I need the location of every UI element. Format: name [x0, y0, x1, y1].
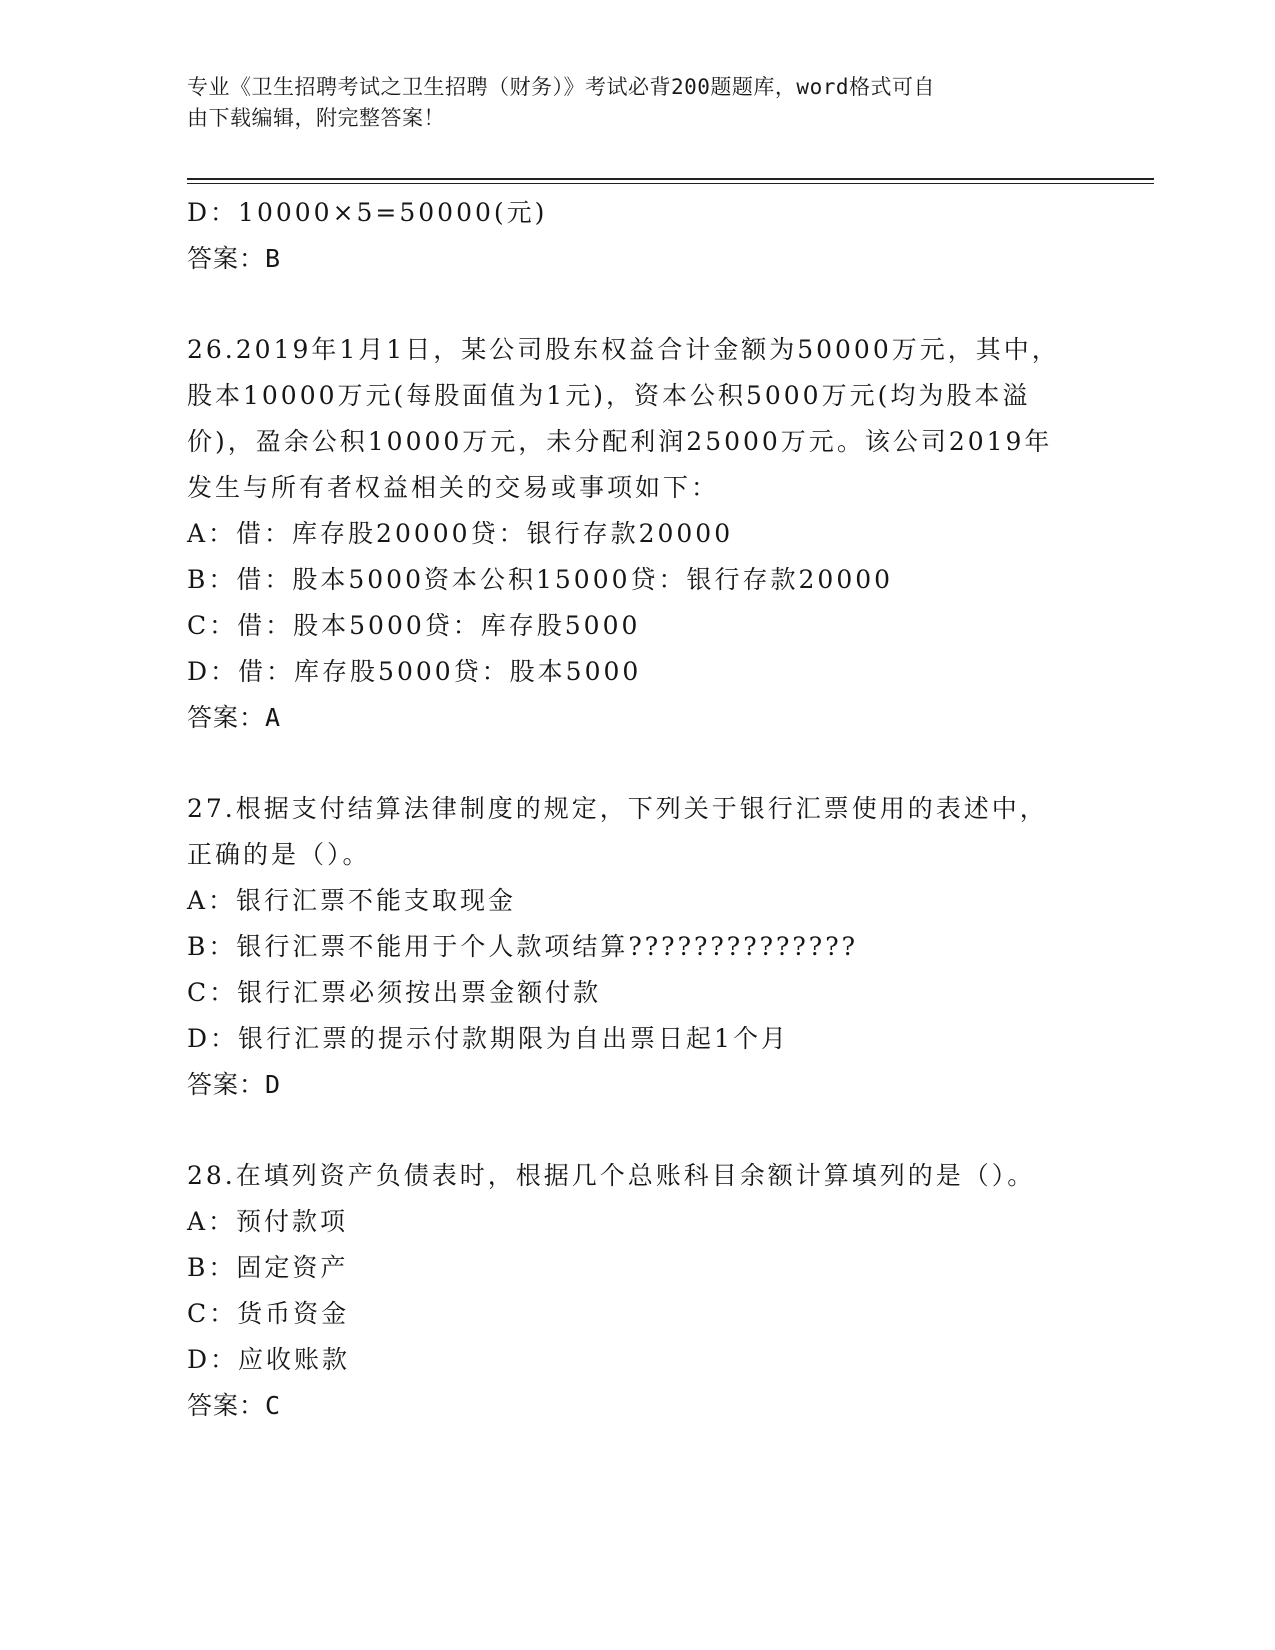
q28-answer: 答案：C [187, 1391, 282, 1420]
header-line-2: 由下载编辑，附完整答案！ [187, 106, 445, 130]
q27-option-c: C：银行汇票必须按出票金额付款 [187, 978, 602, 1007]
q28-option-a: A：预付款项 [187, 1207, 349, 1236]
q26-stem-line: 26.2019年1月1日，某公司股东权益合计金额为50000万元，其中， [187, 335, 1060, 364]
q28-option-b: B：固定资产 [187, 1253, 349, 1282]
spacer [187, 1108, 1067, 1153]
q26-option-a: A：借：库存股20000贷：银行存款20000 [187, 519, 734, 548]
q26-option-c: C：借：股本5000贷：库存股5000 [187, 611, 641, 640]
q26-stem-line: 股本10000万元(每股面值为1元)，资本公积5000万元(均为股本溢 [187, 381, 1031, 410]
q26-option-d: D：借：库存股5000贷：股本5000 [187, 657, 642, 686]
question-25-tail [187, 190, 1067, 282]
header-line-1: 专业《卫生招聘考试之卫生招聘（财务）》考试必背200题题库，word格式可自 [187, 75, 935, 99]
header-rule-thick [187, 178, 1154, 180]
q25-answer: 答案：B [187, 244, 282, 273]
q27-option-d: D：银行汇票的提示付款期限为自出票日起1个月 [187, 1024, 789, 1053]
header-rule-thin [187, 183, 1154, 184]
spacer [187, 282, 1067, 327]
q27-option-a: A：银行汇票不能支取现金 [187, 886, 517, 915]
page-header [187, 72, 1067, 134]
q28-option-c: C：货币资金 [187, 1299, 350, 1328]
q28-stem-line: 28.在填列资产负债表时，根据几个总账科目余额计算填列的是（）。 [187, 1161, 1036, 1190]
spacer [187, 741, 1067, 786]
q26-answer: 答案：A [187, 703, 282, 732]
question-content [187, 190, 1067, 1429]
question-28 [187, 1153, 1067, 1429]
q28-option-d: D：应收账款 [187, 1345, 351, 1374]
q27-answer: 答案：D [187, 1070, 282, 1099]
question-27 [187, 786, 1067, 1108]
q26-stem-line: 发生与所有者权益相关的交易或事项如下： [187, 473, 720, 502]
q26-option-b: B：借：股本5000资本公积15000贷：银行存款20000 [187, 565, 894, 594]
q27-option-b: B：银行汇票不能用于个人款项结算?????????????? [187, 932, 859, 961]
q27-stem-line: 正确的是（）。 [187, 840, 371, 869]
q26-stem-line: 价)，盈余公积10000万元，未分配利润25000万元。该公司2019年 [187, 427, 1053, 456]
q25-option-d: D：10000×5=50000(元) [187, 198, 548, 227]
question-26 [187, 327, 1067, 741]
q27-stem-line: 27.根据支付结算法律制度的规定，下列关于银行汇票使用的表述中， [187, 794, 1048, 823]
